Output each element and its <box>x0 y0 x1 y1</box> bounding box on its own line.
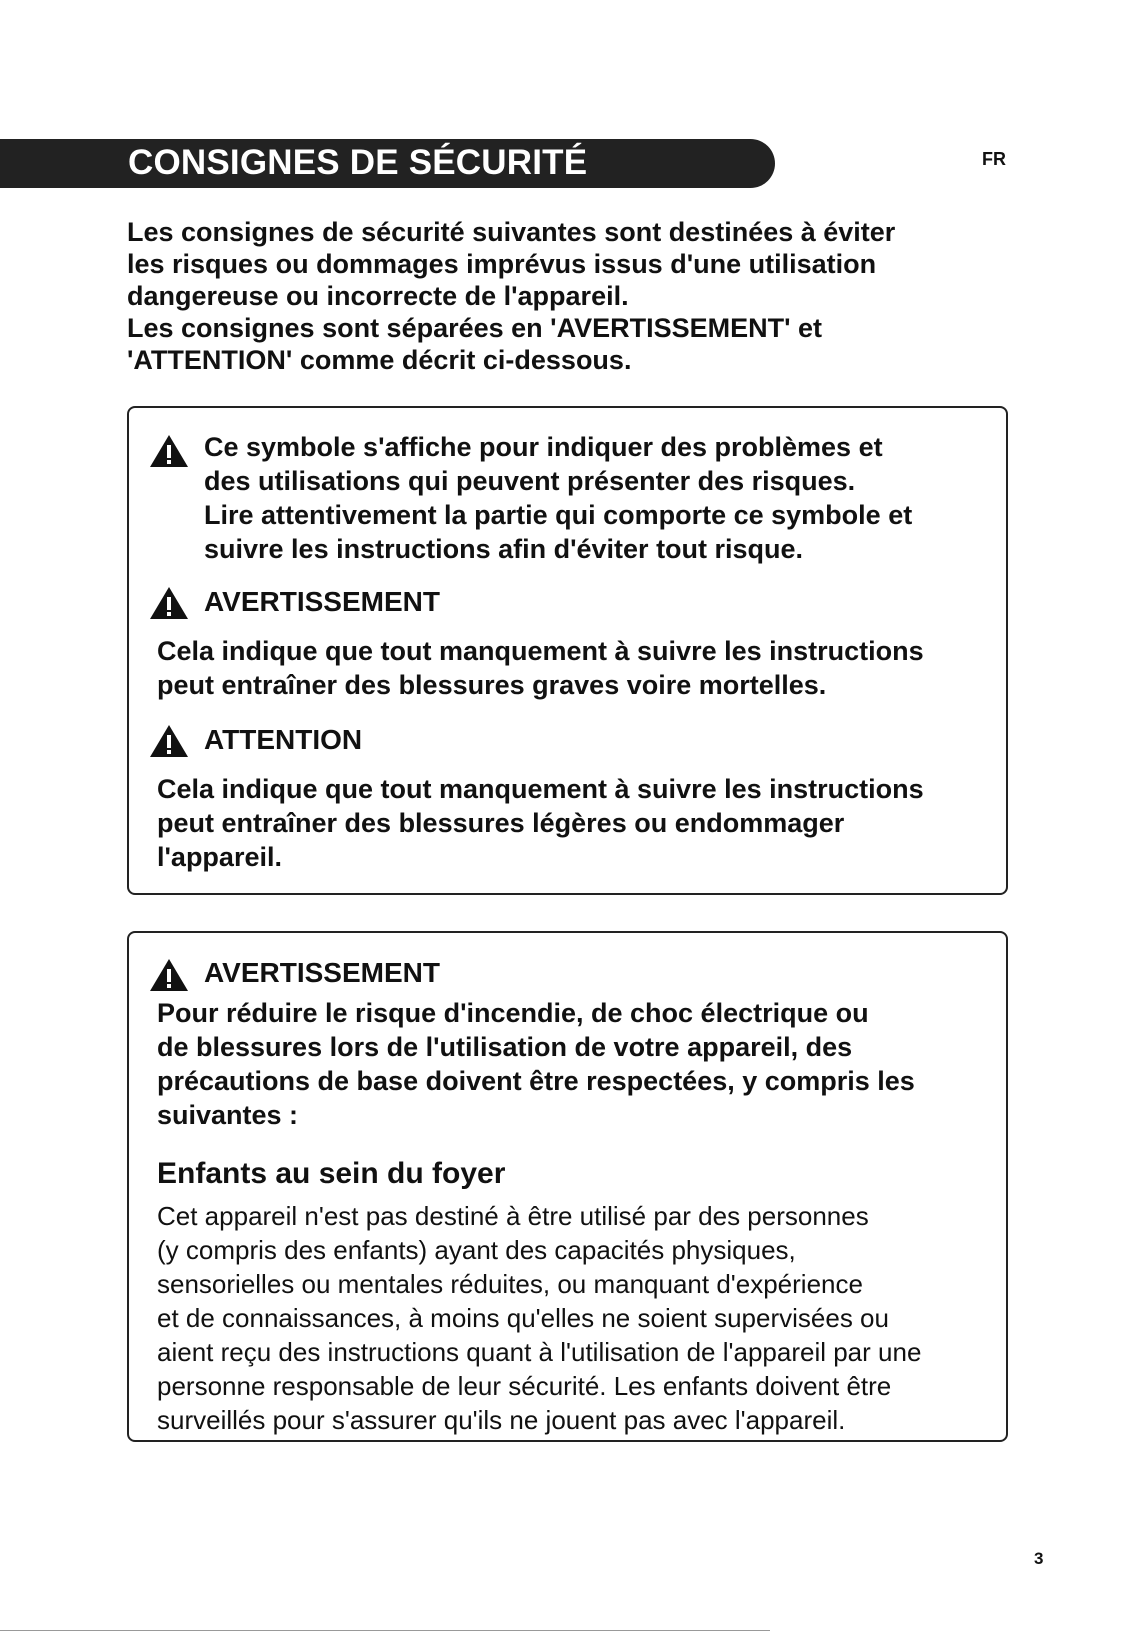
symbol-line: des utilisations qui peuvent présenter des risques. <box>204 466 856 496</box>
page-number: 3 <box>1034 1549 1044 1568</box>
body-line: et de connaissances, à moins qu'elles ne soient supervisées ou <box>157 1303 889 1333</box>
warning-line: Cela indique que tout manquement à suivre les instructions <box>157 636 924 666</box>
warning-triangle-icon <box>149 586 189 620</box>
warning-line: peut entraîner des blessures graves voire mortelles. <box>157 670 827 700</box>
symbol-line: Ce symbole s'affiche pour indiquer des problèmes et <box>204 432 883 462</box>
symbol-line: Lire attentivement la partie qui comporte ce symbole et <box>204 500 913 530</box>
symbol-line: suivre les instructions afin d'éviter tout risque. <box>204 534 804 564</box>
warning-box-label: AVERTISSEMENT <box>204 957 440 988</box>
footer-divider <box>0 1630 770 1631</box>
warning-box-line: précautions de base doivent être respectées, y compris les <box>157 1066 915 1096</box>
body-line: (y compris des enfants) ayant des capacités physiques, <box>157 1235 796 1265</box>
intro-line: Les consignes sont séparées en 'AVERTISSEMENT' et <box>127 313 823 343</box>
warning-triangle-icon <box>149 958 189 992</box>
caution-description <box>157 772 987 874</box>
body-line: personne responsable de leur sécurité. Les enfants doivent être <box>157 1371 892 1401</box>
warning-box-line: Pour réduire le risque d'incendie, de choc électrique ou <box>157 998 869 1028</box>
body-line: aient reçu des instructions quant à l'utilisation de l'appareil par une <box>157 1337 922 1367</box>
warning-box-line: suivantes : <box>157 1100 299 1130</box>
caution-label: ATTENTION <box>204 724 363 755</box>
caution-line: peut entraîner des blessures légères ou endommager <box>157 808 845 838</box>
symbol-explanation <box>204 430 994 566</box>
warning-triangle-icon <box>149 724 189 758</box>
caution-line: l'appareil. <box>157 842 282 872</box>
page-title: CONSIGNES DE SÉCURITÉ <box>128 143 588 182</box>
warning-box-line: de blessures lors de l'utilisation de votre appareil, des <box>157 1032 853 1062</box>
intro-line: Les consignes de sécurité suivantes sont destinées à éviter <box>127 217 896 247</box>
section-heading: Enfants au sein du foyer <box>157 1157 506 1190</box>
body-line: sensorielles ou mentales réduites, ou manquant d'expérience <box>157 1269 863 1299</box>
intro-line: les risques ou dommages imprévus issus d'une utilisation <box>127 249 877 279</box>
intro-line: 'ATTENTION' comme décrit ci-dessous. <box>127 345 632 375</box>
caution-line: Cela indique que tout manquement à suivre les instructions <box>157 774 924 804</box>
language-code: FR <box>982 149 1006 169</box>
body-line: surveillés pour s'assurer qu'ils ne jouent pas avec l'appareil. <box>157 1405 846 1435</box>
warning-triangle-icon <box>149 434 189 468</box>
warning-description <box>157 634 987 702</box>
intro-line: dangereuse ou incorrecte de l'appareil. <box>127 281 629 311</box>
section-body <box>157 1199 997 1437</box>
warning-label: AVERTISSEMENT <box>204 586 440 617</box>
symbol-legend-box <box>127 406 1008 895</box>
intro-paragraph <box>127 216 1007 376</box>
body-line: Cet appareil n'est pas destiné à être utilisé par des personnes <box>157 1201 869 1231</box>
warning-box-text <box>157 996 997 1132</box>
warning-box <box>127 931 1008 1442</box>
